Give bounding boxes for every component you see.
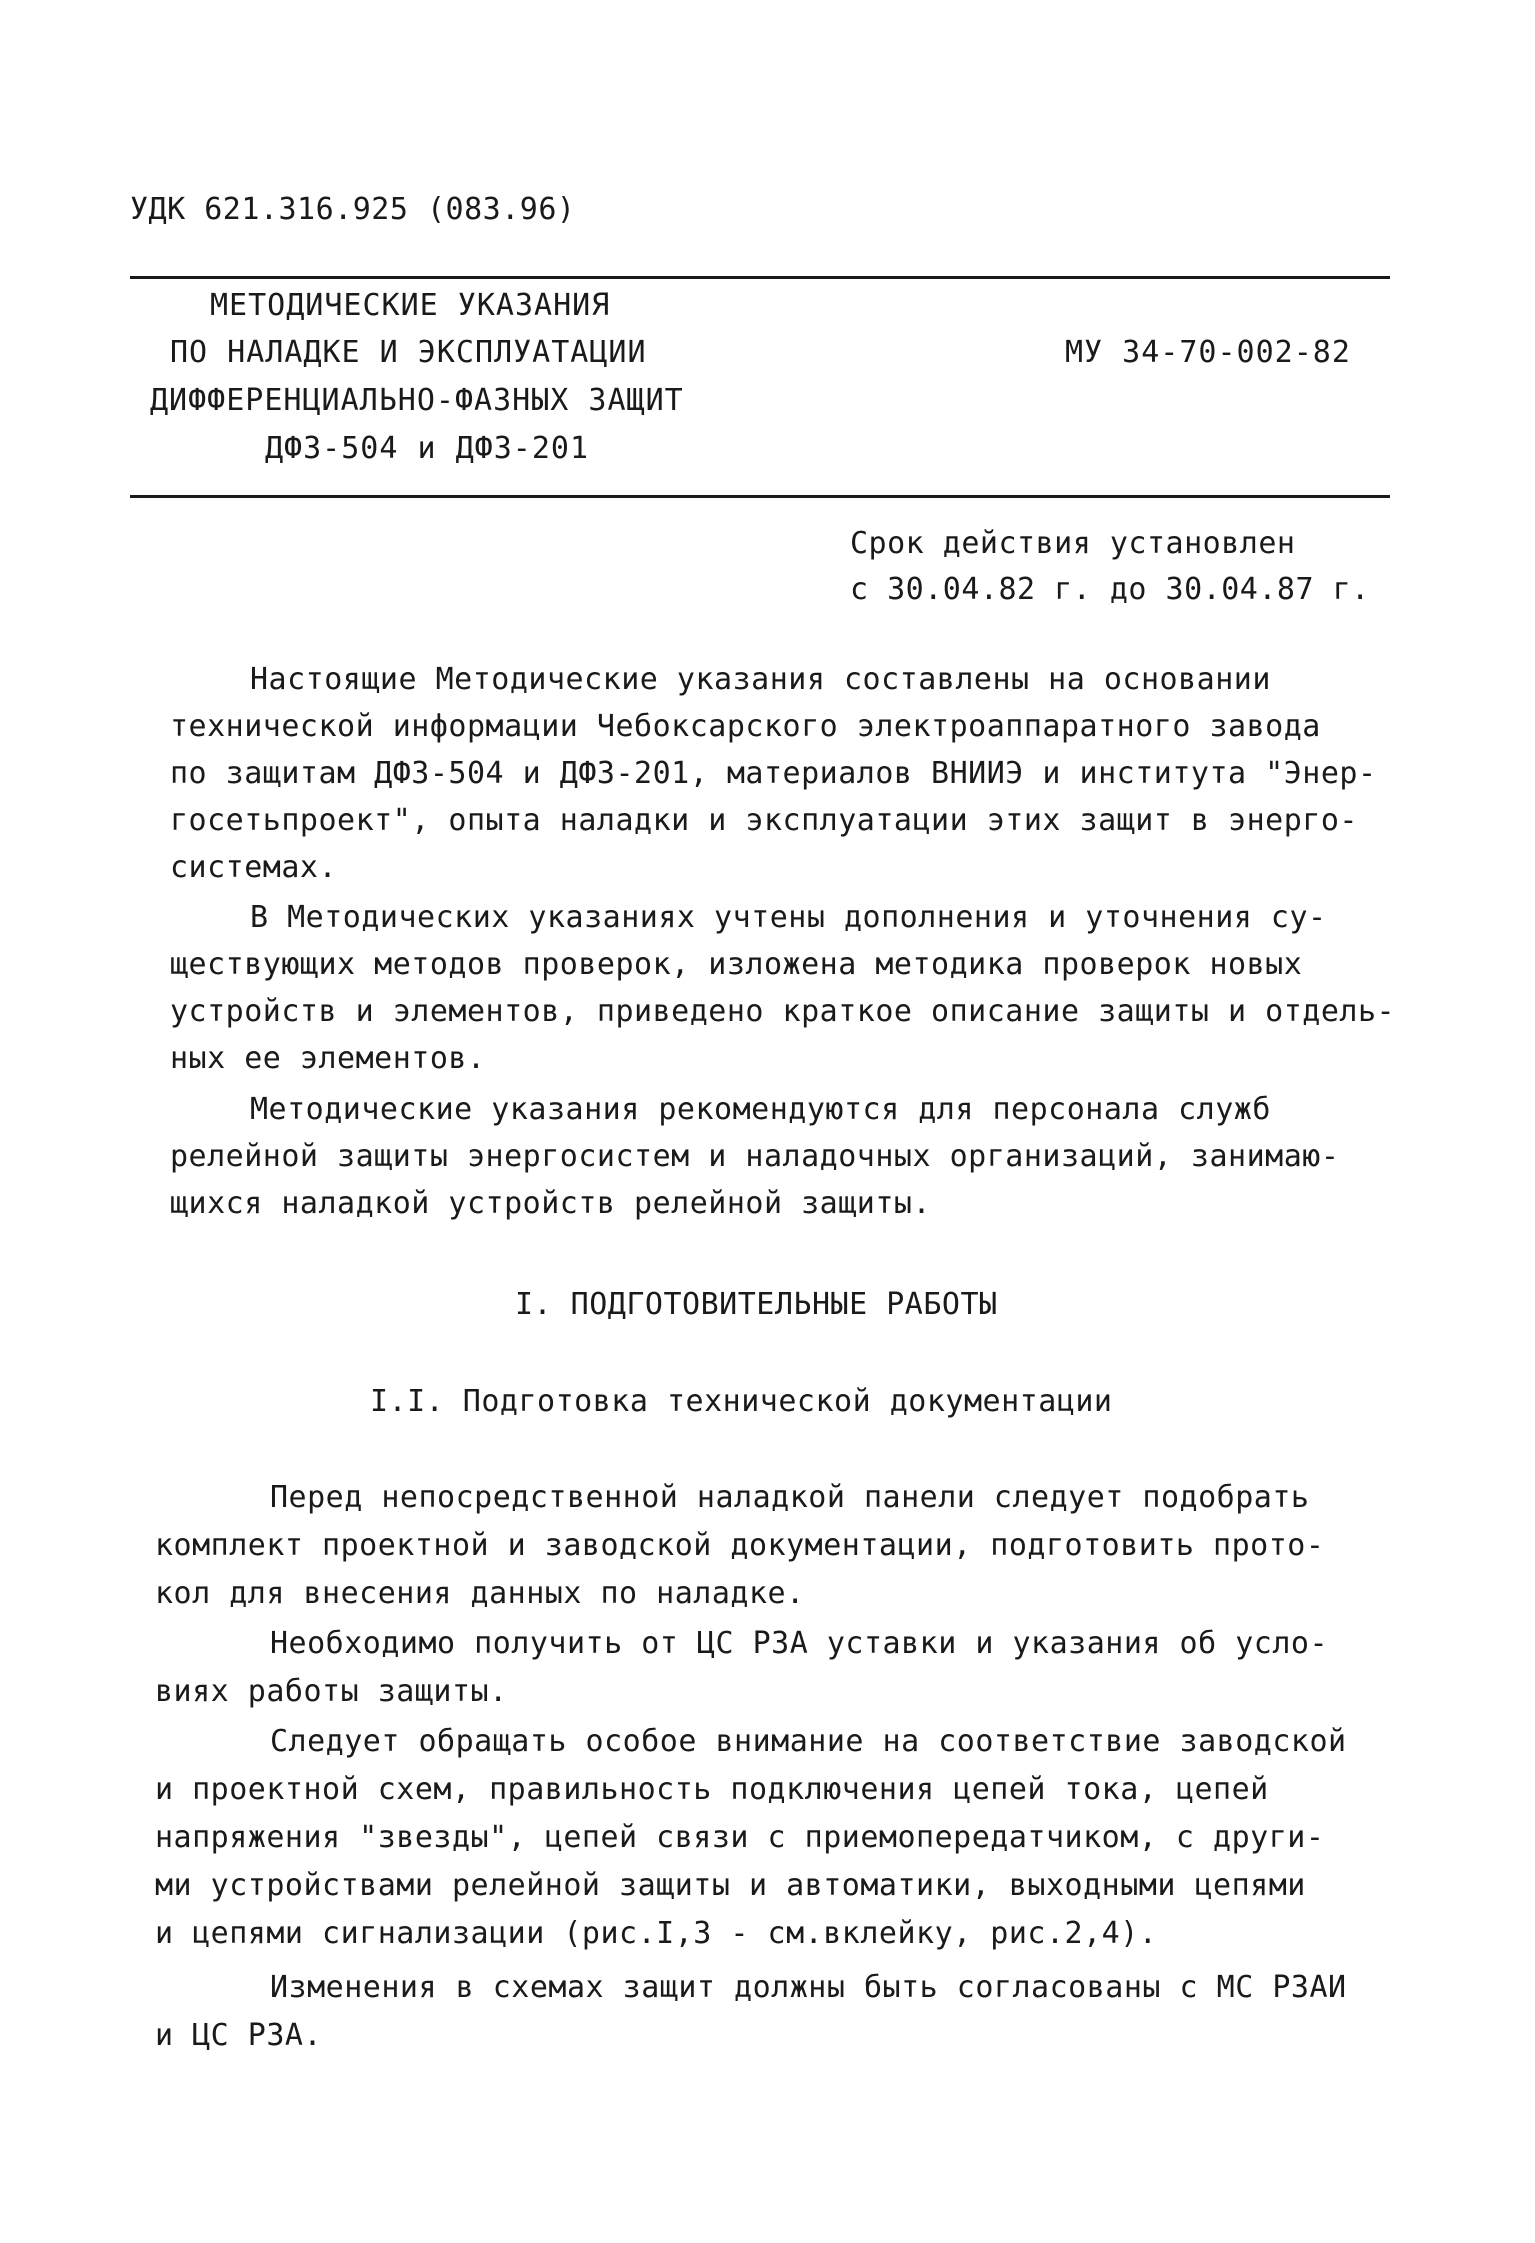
- intro-p2-line-4: ных ее элементов.: [170, 1041, 486, 1076]
- section-p3-line-2: и проектной схем, правильность подключения цепей тока, цепей: [155, 1772, 1269, 1807]
- section-p4-line-2: и ЦС РЗА.: [155, 2018, 323, 2053]
- section-p1-line-3: кол для внесения данных по наладке.: [155, 1576, 805, 1611]
- validity-line-1: Срок действия установлен: [850, 526, 1296, 561]
- intro-p3-line-3: щихся наладкой устройств релейной защиты.: [170, 1186, 932, 1221]
- section-p2-line-2: виях работы защиты.: [155, 1674, 508, 1709]
- intro-p1-line-5: системах.: [170, 850, 338, 885]
- top-rule: [130, 276, 1390, 279]
- intro-p1-line-3: по защитам ДФЗ-504 и ДФЗ-201, материалов ВНИИЭ и института "Энер-: [170, 756, 1377, 791]
- section-p3-line-5: и цепями сигнализации (рис.I,3 - см.вклейку, рис.2,4).: [155, 1916, 1158, 1951]
- section-p1-line-1: Перед непосредственной наладкой панели следует подобрать: [270, 1480, 1310, 1515]
- validity-line-2: с 30.04.82 г. до 30.04.87 г.: [850, 572, 1370, 607]
- intro-p2-line-3: устройств и элементов, приведено краткое описание защиты и отдель-: [170, 994, 1396, 1029]
- section-p3-line-3: напряжения "звезды", цепей связи с приемопередатчиком, с други-: [155, 1820, 1325, 1855]
- section-p3-line-4: ми устройствами релейной защиты и автоматики, выходными цепями: [155, 1868, 1306, 1903]
- udk-code: УДК 621.316.925 (083.96): [130, 192, 576, 227]
- bottom-rule: [130, 495, 1390, 498]
- intro-p2-line-2: ществующих методов проверок, изложена методика проверок новых: [170, 947, 1303, 982]
- title-line-1: МЕТОДИЧЕСКИЕ УКАЗАНИЯ: [210, 288, 611, 323]
- intro-p1-line-1: Настоящие Методические указания составлены на основании: [250, 662, 1271, 697]
- title-line-2: ПО НАЛАДКЕ И ЭКСПЛУАТАЦИИ: [170, 335, 647, 370]
- intro-p1-line-2: технической информации Чебоксарского электроаппаратного завода: [170, 709, 1321, 744]
- section-p3-line-1: Следует обращать особое внимание на соответствие заводской: [270, 1724, 1347, 1759]
- intro-p2-line-1: В Методических указаниях учтены дополнения и уточнения су-: [250, 900, 1327, 935]
- section-heading: I. ПОДГОТОВИТЕЛЬНЫЕ РАБОТЫ: [515, 1287, 998, 1322]
- section-p1-line-2: комплект проектной и заводской документации, подготовить прото-: [155, 1528, 1325, 1563]
- title-line-4: ДФЗ-504 и ДФЗ-201: [265, 431, 590, 466]
- intro-p3-line-2: релейной защиты энергосистем и наладочных организаций, занимаю-: [170, 1139, 1340, 1174]
- title-line-3: ДИФФЕРЕНЦИАЛЬНО-ФАЗНЫХ ЗАЩИТ: [150, 383, 684, 418]
- intro-p1-line-4: госетьпроект", опыта наладки и эксплуатации этих защит в энерго-: [170, 803, 1358, 838]
- section-p4-line-1: Изменения в схемах защит должны быть согласованы с МС РЗАИ: [270, 1970, 1347, 2005]
- section-subheading: I.I. Подготовка технической документации: [370, 1384, 1113, 1419]
- section-p2-line-1: Необходимо получить от ЦС РЗА уставки и указания об усло-: [270, 1626, 1329, 1661]
- intro-p3-line-1: Методические указания рекомендуются для персонала служб: [250, 1092, 1271, 1127]
- document-code: МУ 34-70-002-82: [1065, 335, 1351, 370]
